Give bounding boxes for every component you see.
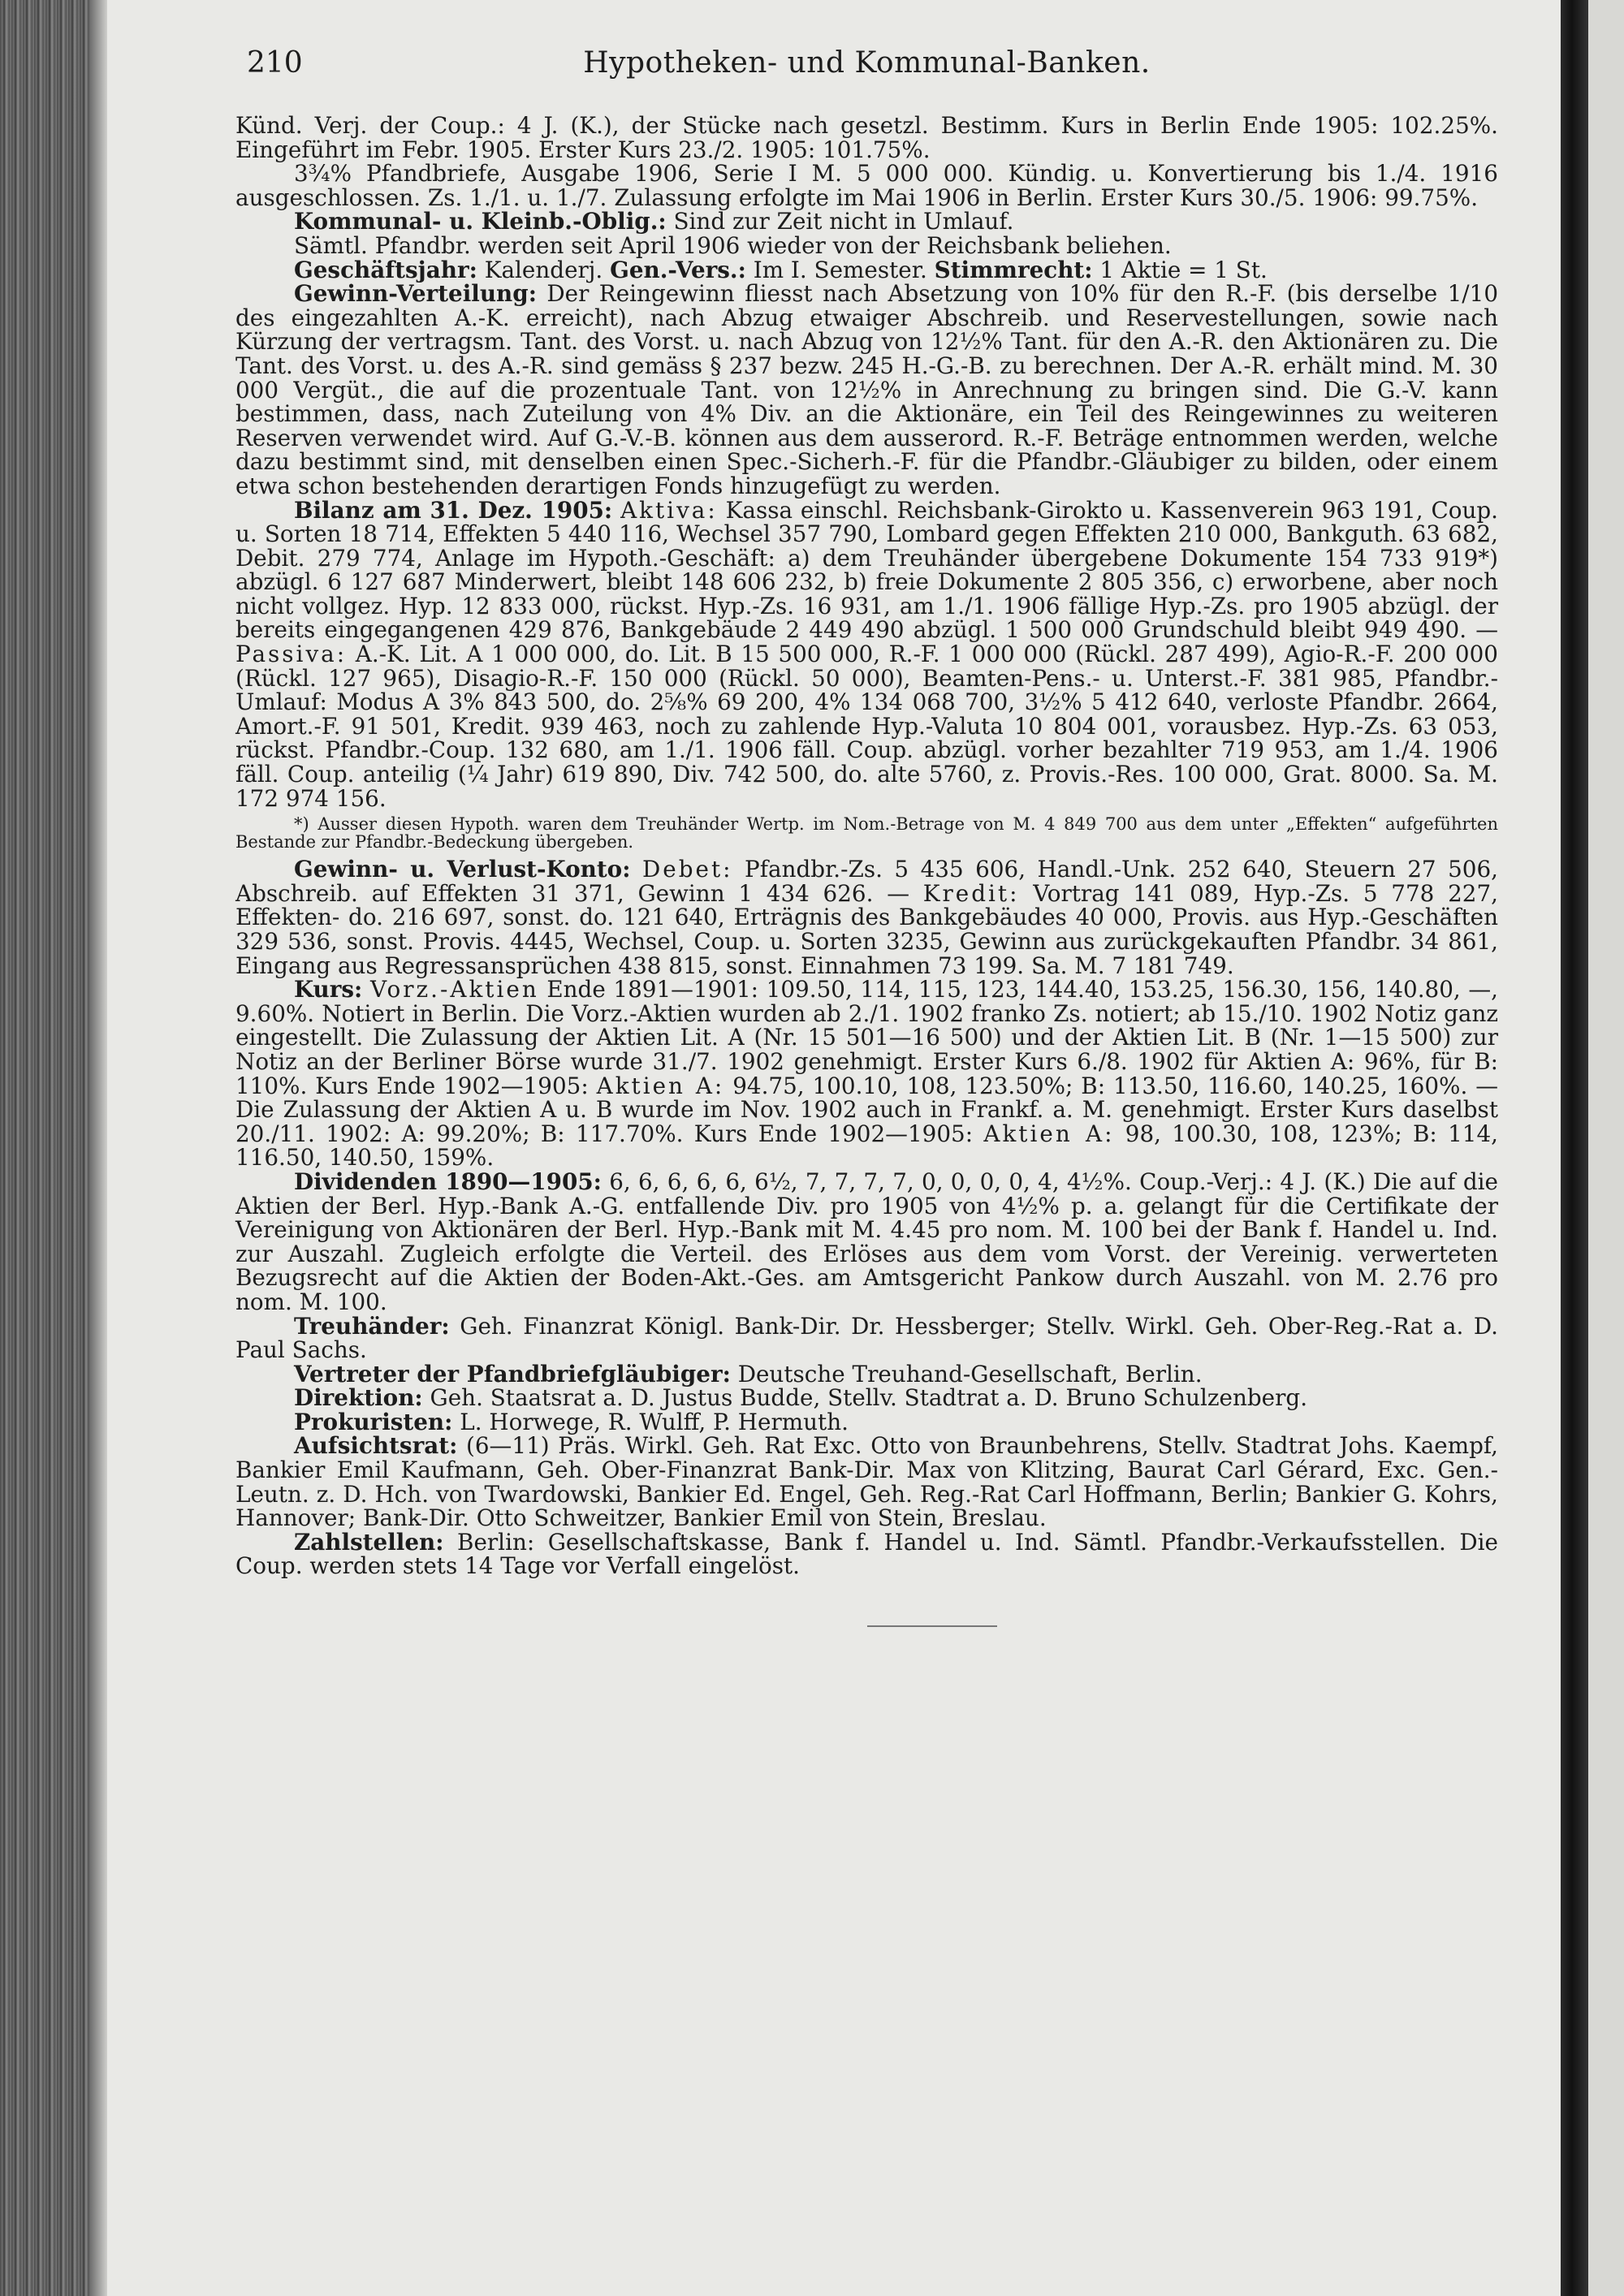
paragraph-text: L. Horwege, R. Wulff, P. Hermuth.	[452, 1408, 849, 1435]
section-heading: Geschäftsjahr:	[294, 256, 477, 283]
paragraph-text: Vortrag 141 089, Hyp.-Zs. 5 778 227, Effekten- do. 216 697, sonst. do. 121 640, Erträgnis des Bankgebäudes 40 000, Provis. aus Hyp.-Geschäften 329 536, sonst. Provis. 4445, Wechsel, Coup. u. Sorten 3235, Gewinn aus zurückgekauften Pfandbr. 34 861, Eingang aus Regressansprüchen 438 815, sonst. Einnahmen 73 199. Sa. M. 7 181 749.	[235, 879, 1498, 979]
body-text-lower	[235, 857, 1498, 1578]
spaced-label: Debet:	[642, 856, 733, 883]
page-edge-shadow	[1561, 0, 1588, 2296]
paragraph-text: Der Reingewinn fliesst nach Absetzung von 10% für den R.-F. (bis derselbe 1/10 des eingezahlten A.-K. erreicht), nach Abzug etwaiger Abschreib. und Reservestellungen, sowie nach Kürzung der vertragsm. Tant. des Vorst. u. nach Abzug von 12½% Tant. für den A.-R. den Aktionären zu. Die Tant. des Vorst. u. des A.-R. sind gemäss § 237 bezw. 245 H.-G.-B. zu berechnen. Der A.-R. erhält mind. M. 30 000 Vergüt., die auf die prozentuale Tant. von 12½% in Anrechnung zu bringen sind. Die G.-V. kann bestimmen, dass, nach Zuteilung von 4% Div. an die Aktionäre, ein Teil des Reingewinnes zu weiteren Reserven verwendet wird. Auf G.-V.-B. können aus dem ausserord. R.-F. Beträge entnommen werden, welche dazu bestimmt sind, mit denselben einen Spec.-Sicherh.-F. für die Pfandbr.-Gläubiger zu bilden, oder einem etwa schon bestehenden derartigen Fonds hinzugefügt zu werden.	[235, 280, 1498, 499]
page-header	[235, 47, 1498, 80]
section-heading: Aufsichtsrat:	[294, 1432, 458, 1460]
section-heading: Stimmrecht:	[934, 256, 1093, 283]
paragraph-text: Sämtl. Pfandbr. werden seit April 1906 wieder von der Reichsbank beliehen.	[294, 231, 1172, 259]
paragraph-text: Kalenderj.	[477, 256, 611, 283]
document-page	[235, 47, 1498, 1627]
section-heading: Zahlstellen:	[294, 1528, 444, 1556]
paragraph-p6	[235, 282, 1498, 498]
section-heading: Treuhänder:	[294, 1312, 450, 1340]
section-heading: Prokuristen:	[294, 1408, 453, 1435]
section-heading: Vertreter der Pfandbriefgläubiger:	[294, 1360, 731, 1388]
paragraph-text	[612, 497, 620, 524]
paragraph-p11	[235, 1314, 1498, 1362]
paragraph-p10	[235, 1167, 1498, 1315]
paragraph-text: Geh. Staatsrat a. D. Justus Budde, Stellv. Stadtrat a. D. Bruno Schulzenberg.	[422, 1384, 1308, 1412]
section-heading: Kurs:	[294, 976, 363, 1003]
section-heading: Gen.-Vers.:	[610, 256, 746, 283]
book-spine	[0, 0, 107, 2296]
paragraph-text: Pfandbr.-Zs. 5 435 606, Handl.-Unk. 252 640, Steuern 27 506, Abschreib. auf Effekten 31 371, Gewinn 1 434 626. —	[235, 856, 1498, 907]
page-number: 210	[247, 46, 303, 80]
body-text-upper	[235, 114, 1498, 810]
section-heading: Bilanz am 31. Dez. 1905:	[294, 496, 613, 524]
paragraph-text: Berlin: Gesellschaftskasse, Bank f. Handel u. Ind. Sämtl. Pfandbr.-Verkaufsstellen. Die Coup. werden stets 14 Tage vor Verfall eingelöst.	[235, 1528, 1498, 1580]
paragraph-p7	[235, 498, 1498, 811]
spaced-label: Aktiva:	[620, 496, 718, 524]
paragraph-p4	[235, 231, 1498, 259]
spaced-label: Vorz.-Aktien	[369, 976, 539, 1003]
section-heading: Gewinn- u. Verlust-Konto:	[294, 856, 631, 883]
running-title: Hypotheken- und Kommunal-Banken.	[583, 46, 1151, 80]
paragraph-p16	[235, 1530, 1498, 1578]
end-rule	[867, 1625, 997, 1627]
footnote	[235, 815, 1498, 851]
spaced-label: Kredit:	[922, 879, 1020, 907]
paragraph-text: Künd. Verj. der Coup.: 4 J. (K.), der Stücke nach gesetzl. Bestimm. Kurs in Berlin Ende 1905: 102.25%. Eingeführt im Febr. 1905. Erster Kurs 23./2. 1905: 101.75%.	[235, 112, 1498, 163]
paragraph-p3	[235, 209, 1498, 234]
paragraph-text: Kassa einschl. Reichsbank-Girokto u. Kassenverein 963 191, Coup. u. Sorten 18 714, Effekten 5 440 116, Wechsel 357 790, Lombard gegen Effekten 210 000, Bankguth. 63 682, Debit. 279 774, Anlage im Hypoth.-Geschäft: a) dem Treuhänder übergebene Dokumente 154 733 919*) abzügl. 6 127 687 Minderwert, bleibt 148 606 232, b) freie Dokumente 2 805 356, c) erworbene, aber noch nicht vollgez. Hyp. 12 833 000, rückst. Hyp.-Zs. 16 931, am 1./1. 1906 fällige Hyp.-Zs. pro 1905 abzügl. der bereits eingegangenen 429 876, Bankgebäude 2 449 490 abzügl. 1 500 000 Grundschuld bleibt 949 490. —	[235, 496, 1498, 644]
paragraph-text: A.-K. Lit. A 1 000 000, do. Lit. B 15 500 000, R.-F. 1 000 000 (Rückl. 287 499), Agio-R.-F. 200 000 (Rückl. 127 965), Disagio-R.-F. 150 000 (Rückl. 50 000), Beamten-Pens.- u. Unterst.-F. 381 985, Pfandbr.-Umlauf: Modus A 3% 843 500, do. 2⅝% 69 200, 4% 134 068 700, 3½% 5 412 640, verloste Pfandbr. 2664, Amort.-F. 91 501, Kredit. 939 463, noch zu zahlende Hyp.-Valuta 10 804 001, vorausbez. Hyp.-Zs. 63 053, rückst. Pfandbr.-Coup. 132 680, am 1./1. 1906 fäll. Coup. abzügl. vorher bezahlter 719 953, am 1./4. 1906 fäll. Coup. anteilig (¼ Jahr) 619 890, Div. 742 500, do. alte 5760, z. Provis.-Res. 100 000, Grat. 8000. Sa. M. 172 974 156.	[235, 641, 1498, 812]
section-heading: Direktion:	[294, 1384, 423, 1412]
paragraph-p15	[235, 1434, 1498, 1530]
paragraph-p12	[235, 1362, 1498, 1387]
section-heading: Dividenden 1890—1905:	[294, 1167, 602, 1195]
paragraph-p2	[235, 162, 1498, 209]
section-heading: Gewinn-Verteilung:	[294, 280, 537, 308]
paragraph-text: 94.75, 100.10, 108, 123.50%; B: 113.50, 116.60, 140.25, 160%. — Die Zulassung der Aktien A u. B wurde im Nov. 1902 auch in Frankf. a. M. genehmigt. Erster Kurs daselbst 20./11. 1902: A: 99.20%; B: 117.70%. Kurs Ende 1902—1905:	[235, 1072, 1498, 1147]
paragraph-text	[631, 856, 643, 883]
paragraph-p5	[235, 258, 1498, 283]
paragraph-p13	[235, 1386, 1498, 1410]
paragraph-p8	[235, 857, 1498, 978]
paragraph-text: 98, 100.30, 108, 123%; B: 114, 116.50, 140.50, 159%.	[235, 1120, 1498, 1172]
paragraph-p1	[235, 114, 1498, 162]
paragraph-text: Deutsche Treuhand-Gesellschaft, Berlin.	[730, 1360, 1203, 1388]
paragraph-text: 1 Aktie = 1 St.	[1092, 256, 1268, 283]
footnote-text: *) Ausser diesen Hypoth. waren dem Treuhänder Wertp. im Nom.-Betrage von M. 4 849 700 aus dem unter „Effekten“ aufgeführten Bestande zur Pfandbr.-Bedeckung übergeben.	[235, 814, 1498, 852]
paragraph-text: (6—11) Präs. Wirkl. Geh. Rat Exc. Otto von Braunbehrens, Stellv. Stadtrat Johs. Kaempf, Bankier Emil Kaufmann, Geh. Ober-Finanzrat Bank-Dir. Max von Klitzing, Baurat Carl Gérard, Exc. Gen.-Leutn. z. D. Hch. von Twardowski, Bankier Ed. Engel, Geh. Reg.-Rat Carl Hoffmann, Berlin; Bankier G. Kohrs, Hannover; Bank-Dir. Otto Schweitzer, Bankier Emil von Stein, Breslau.	[235, 1432, 1498, 1532]
paragraph-p9	[235, 978, 1498, 1170]
page-margin	[1588, 0, 1624, 2296]
paragraph-text	[362, 976, 370, 1003]
spaced-label: Aktien A:	[983, 1120, 1115, 1147]
paragraph-p14	[235, 1410, 1498, 1435]
spaced-label: Aktien A:	[596, 1072, 725, 1099]
paragraph-text: Geh. Finanzrat Königl. Bank-Dir. Dr. Hessberger; Stellv. Wirkl. Geh. Ober-Reg.-Rat a. D. Paul Sachs.	[235, 1312, 1498, 1364]
paragraph-text: Im I. Semester.	[745, 256, 935, 283]
section-heading: Kommunal- u. Kleinb.-Oblig.:	[294, 208, 667, 235]
paragraph-text: 3¾% Pfandbriefe, Ausgabe 1906, Serie I M. 5 000 000. Kündig. u. Konvertierung bis 1./4. 1916 ausgeschlossen. Zs. 1./1. u. 1./7. Zulassung erfolgte im Mai 1906 in Berlin. Erster Kurs 30./5. 1906: 99.75%.	[235, 160, 1498, 211]
spaced-label: Passiva:	[235, 641, 348, 668]
paragraph-text: 6, 6, 6, 6, 6, 6½, 7, 7, 7, 7, 0, 0, 0, 0, 4, 4½%. Coup.-Verj.: 4 J. (K.) Die auf die Aktien der Berl. Hyp.-Bank A.-G. entfallende Div. pro 1905 von 4½% p. a. gelangt für die Certifikate der Vereinigung von Aktionären der Berl. Hyp.-Bank mit M. 4.45 pro nom. M. 100 bei der Bank f. Handel u. Ind. zur Auszahl. Zugleich erfolgte die Verteil. des Erlöses aus dem vom Vorst. der Vereinig. verwerteten Bezugsrecht auf die Aktien der Boden-Akt.-Ges. am Amtsgericht Pankow durch Auszahl. von M. 2.76 pro nom. M. 100.	[235, 1167, 1498, 1315]
paragraph-text: Ende 1891—1901: 109.50, 114, 115, 123, 144.40, 153.25, 156.30, 156, 140.80, —, 9.60%. Notiert in Berlin. Die Vorz.-Aktien wurden ab 2./1. 1902 franko Zs. notiert; ab 15./10. 1902 Notiz ganz eingestellt. Die Zulassung der Aktien Lit. A (Nr. 15 501—16 500) und der Aktien Lit. B (Nr. 1—15 500) zur Notiz an der Berliner Börse wurde 31./7. 1902 genehmigt. Erster Kurs 6./8. 1902 für Aktien A: 96%, für B: 110%. Kurs Ende 1902—1905:	[235, 976, 1498, 1099]
paragraph-text: Sind zur Zeit nicht in Umlauf.	[666, 208, 1014, 235]
